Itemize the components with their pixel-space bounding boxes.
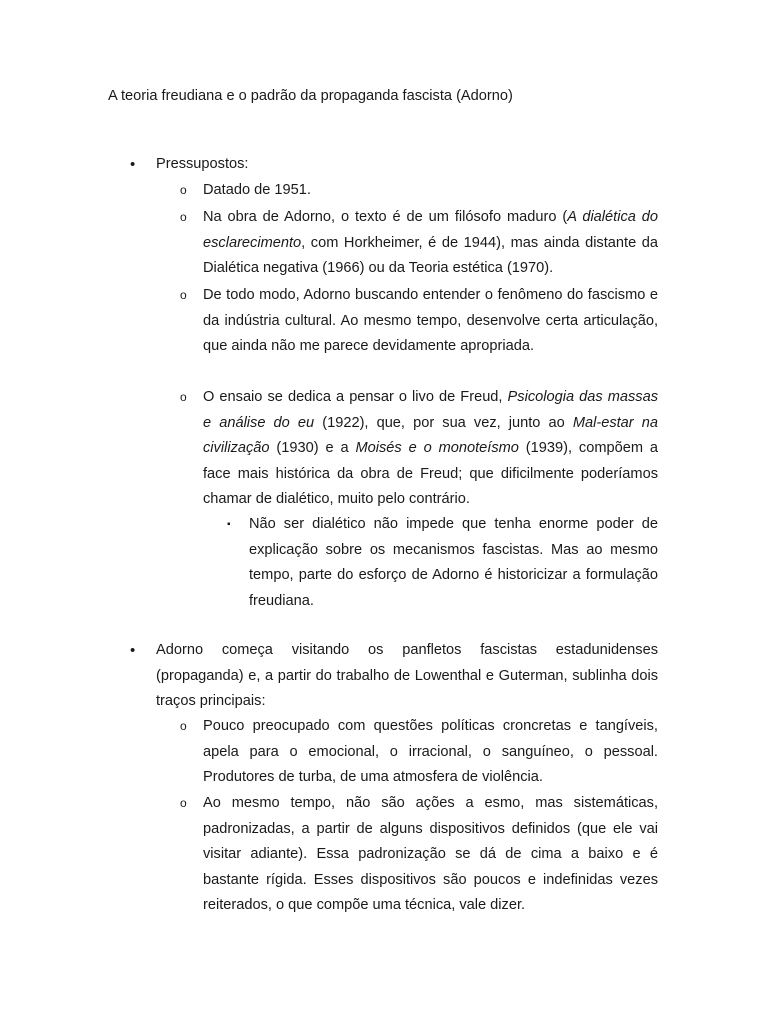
- sub-bullet-marker: [180, 205, 187, 231]
- sub-item-date: Datado de 1951.: [203, 182, 311, 198]
- sub-sub-bullet-marker: [227, 512, 231, 538]
- sub-item-obra: Na obra de Adorno, o texto é de um filósofo maduro (A dialética do esclarecimento, com Horkheimer, é de 1944), mas ainda distante da Dialética negativa (1966) ou da Teoria estética (1970).: [203, 209, 658, 276]
- sub-bullet-marker: [180, 714, 187, 740]
- sub-item-de-todo-modo: De todo modo, Adorno buscando entender o fenômeno do fascismo e da indústria cultural. Ao mesmo tempo, desenvolve certa articulação, que ainda não me parece devidamente apropriada.: [203, 287, 658, 354]
- sub-bullet-marker: [180, 791, 187, 817]
- bullet-pressupostos: Pressupostos:: [156, 156, 249, 172]
- sub-bullet-marker: [180, 385, 187, 411]
- bullet-marker: [130, 152, 135, 178]
- sub-item-ensaio: O ensaio se dedica a pensar o livo de Freud, Psicologia das massas e análise do eu (1922), que, por sua vez, junto ao Mal-estar na civilização (1930) e a Moisés e o monoteísmo (1939), compõem a face mais histórica da obra de Freud; que dificilmente poderíamos chamar de dialético, muito pelo contrário.: [203, 389, 658, 507]
- bullet-adorno-comeca: Adorno começa visitando os panfletos fascistas estadunidenses (propaganda) e, a partir do trabalho de Lowenthal e Guterman, sublinha dois traços principais:: [156, 642, 658, 709]
- sub-sub-item-nao-dialetico: Não ser dialético não impede que tenha enorme poder de explicação sobre os mecanismos fascistas. Mas ao mesmo tempo, parte do esforço de Adorno é historicizar a formulação freudiana.: [249, 516, 658, 609]
- sub-bullet-marker: [180, 283, 187, 309]
- document-title: A teoria freudiana e o padrão da propaganda fascista (Adorno): [108, 88, 513, 104]
- sub-bullet-marker: [180, 178, 187, 204]
- bullet-marker: [130, 638, 135, 664]
- sub-item-pouco-preocupado: Pouco preocupado com questões políticas croncretas e tangíveis, apela para o emocional, o irracional, o sanguíneo, o pessoal. Produtores de turba, de uma atmosfera de violência.: [203, 718, 658, 785]
- sub-item-ao-mesmo-tempo: Ao mesmo tempo, não são ações a esmo, mas sistemáticas, padronizadas, a partir de alguns dispositivos definidos (que ele vai visitar adiante). Essa padronização se dá de cima a baixo e é bastante rígida. Esses dispositivos são poucos e indefinidas vezes reiterados, o que compõe uma técnica, vale dizer.: [203, 795, 658, 913]
